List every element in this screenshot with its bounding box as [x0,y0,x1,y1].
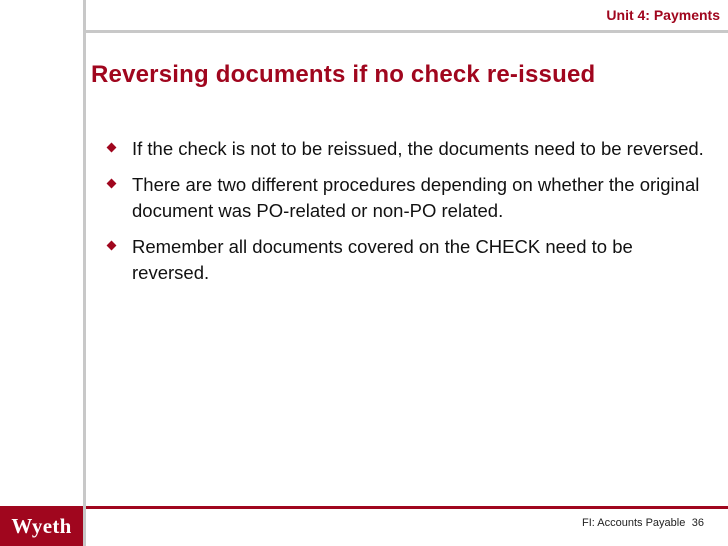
bullet-text: Remember all documents covered on the CHECK need to be reversed. [132,236,633,283]
bullet-item [106,136,706,162]
bullet-list [106,136,706,296]
unit-label: Unit 4: Payments [606,7,720,23]
diamond-bullet-icon [107,241,117,251]
bullet-item [106,234,706,286]
left-divider [83,0,86,546]
footer-course: FI: Accounts Payable [582,517,686,529]
bullet-item [106,172,706,224]
header-rule [86,30,728,33]
bullet-text: There are two different procedures depending on whether the original document was PO-related or non-PO related. [132,174,700,221]
footer-rule [86,506,728,509]
bullet-text: If the check is not to be reissued, the documents need to be reversed. [132,138,704,159]
diamond-bullet-icon [107,143,117,153]
wyeth-logo [0,506,83,546]
slide-title: Reversing documents if no check re-issued [91,61,596,88]
page-number: 36 [691,517,704,529]
logo-text: Wyeth [11,513,72,538]
left-margin-bar [0,0,83,546]
diamond-bullet-icon [107,179,117,189]
